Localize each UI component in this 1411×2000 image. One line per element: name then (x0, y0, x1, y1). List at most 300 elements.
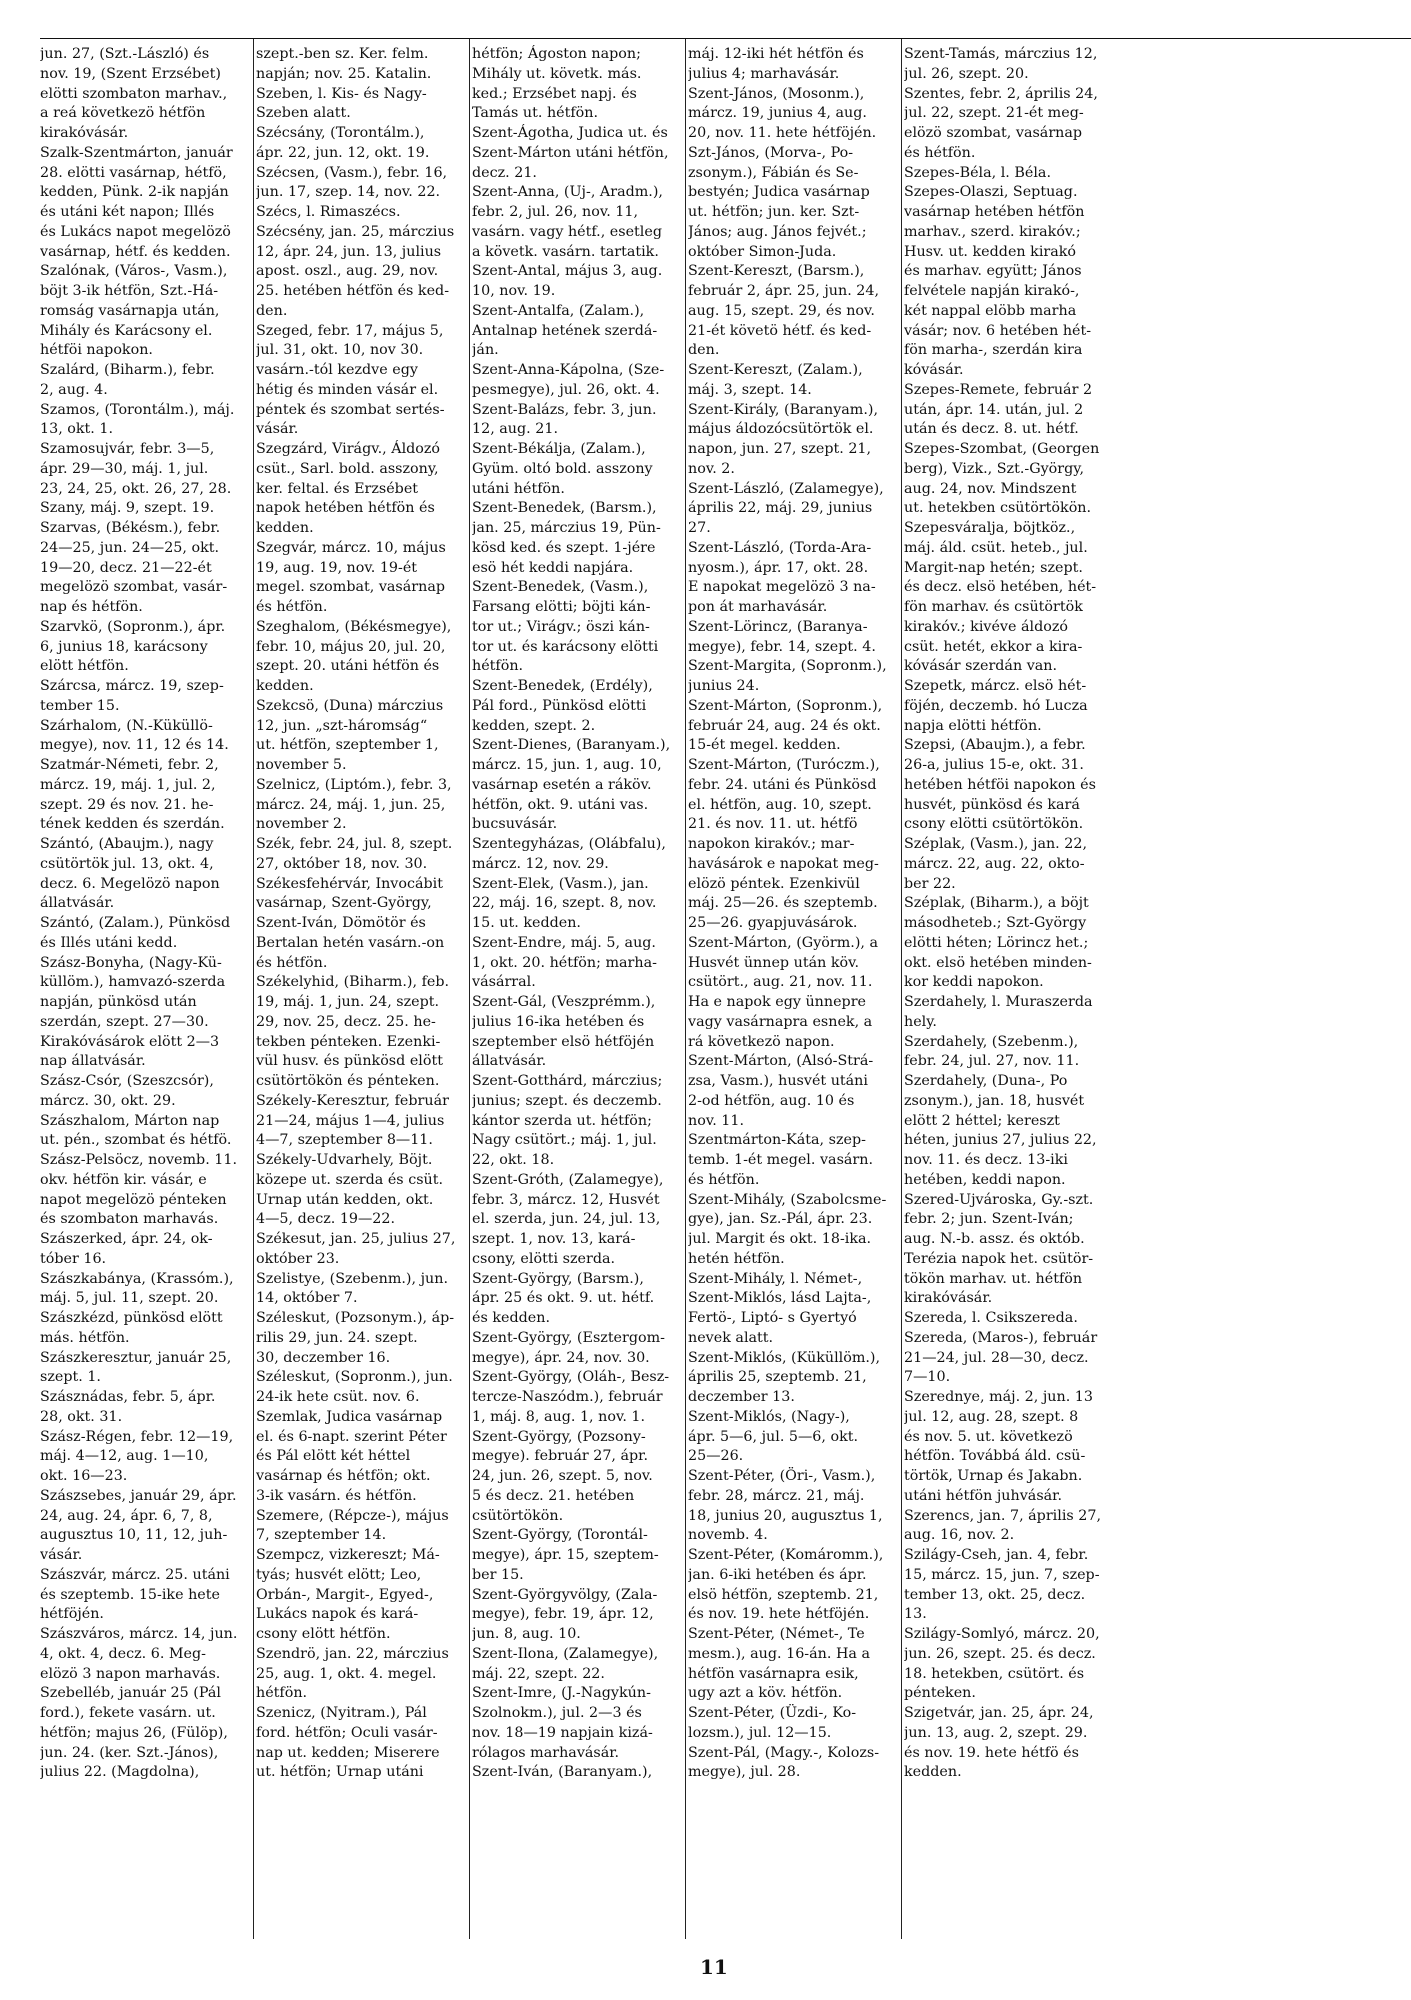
entry-line: Szászkeresztur, január 25, (40, 1349, 232, 1366)
entry-line: 25, aug. 1, okt. 4. megel. (256, 1665, 437, 1682)
entry-line: vasárnap és hétfön; okt. (256, 1468, 431, 1484)
entry-line: kirakóvásár. (904, 1290, 993, 1307)
entry-line: hétfön. (472, 658, 524, 675)
entry-line: nov. 19, (Szent Erzsébet) (40, 65, 221, 82)
entry-line: el. szerda, jun. 24, jul. 13, (472, 1211, 661, 1228)
entry-line: csütörtökön és pénteken. (256, 1073, 440, 1089)
entry-line: Nagy csütört.; máj. 1, jul. (472, 1132, 657, 1149)
entry-line: jul. 31, okt. 10, nov 30. (256, 342, 424, 359)
entry-line: Szent-György, (Esztergom- (472, 1329, 666, 1346)
entry-line: 28, okt. 31. (40, 1408, 123, 1425)
entry-line: kösd ked. és szept. 1-jére (472, 539, 656, 556)
entry-line: megel. szombat, vasárnap (256, 579, 446, 596)
entry-line: tember 13, okt. 25, decz. (904, 1586, 1086, 1603)
entry-line: Ha e napok egy ünnepre (688, 994, 867, 1010)
entry-line: Szepesváralja, böjtköz., (904, 520, 1076, 536)
entry-line: utáni hétfön. (472, 480, 565, 497)
entry-line: Szent-Péter, (Német-, Te (688, 1626, 865, 1642)
entry-line: ber 15. (472, 1566, 524, 1583)
entry-line: május áldozócsütörtök el. (688, 421, 874, 438)
entry-line: Széplak, (Biharm.), a böjt (904, 895, 1089, 912)
entry-line: Szent-Péter, (Komáromm.), (688, 1547, 884, 1563)
entry-line: máj. 22, szept. 22. (472, 1665, 605, 1682)
entry-line: és Lukács napot megelözö (40, 223, 231, 240)
entry-line: márcz. 15, jun. 1, aug. 10, (472, 757, 662, 773)
entry-line: tor ut.; Virágv.; öszi kán- (472, 618, 650, 635)
entry-line: kedden, Pünk. 2-ik napján (40, 184, 229, 201)
entry-line: Szempcz, vizkereszt; Má- (256, 1547, 440, 1563)
entry-line: Szent-Endre, máj. 5, aug. (472, 934, 656, 951)
entry-line: megye). február 27, ápr. (472, 1448, 648, 1465)
entry-line: aug. N.-b. assz. és októb. (904, 1231, 1085, 1247)
entry-line: Szeged, febr. 17, május 5, (256, 322, 444, 339)
entry-line: 19—20, decz. 21—22-ét (40, 559, 212, 576)
entry-line: Szászsebes, január 29, ápr. (40, 1487, 237, 1504)
entry-line: Szepsi, (Abaujm.), a febr. (904, 737, 1086, 754)
entry-line: kedden. (256, 520, 314, 536)
entry-line: nov. 11. (688, 1112, 745, 1129)
entry-line: tökön marhav. ut. hétfön (904, 1270, 1083, 1287)
entry-line: Szentes, febr. 2, április 24, (904, 85, 1098, 102)
entry-line: 27, október 18, nov. 30. (256, 855, 428, 872)
entry-line: fön marha-, szerdán kira (904, 342, 1083, 359)
entry-line: kirakóvásár. (40, 125, 129, 141)
entry-line: szerdán, szept. 27—30. (40, 1013, 209, 1030)
entry-line: 12, jun. „szt-háromság“ (256, 717, 428, 734)
entry-line: és nov. 19. hete hétföjén. (688, 1606, 870, 1623)
entry-line: Szent-György, (Pozsony- (472, 1428, 646, 1445)
entry-line: hétfön. (256, 1685, 308, 1702)
column-2 (256, 45, 466, 1783)
entry-line: kántor szerda ut. hétfön; (472, 1112, 652, 1129)
entry-line: nap állatvásár. (40, 1053, 146, 1070)
entry-line: csütörtök jul. 13, okt. 4, (40, 855, 214, 872)
entry-line: okt. 16—23. (40, 1468, 128, 1484)
entry-line: elsö hétfön, szeptemb. 21, (688, 1586, 879, 1603)
entry-line: Szekcsö, (Duna) márczius (256, 697, 444, 714)
entry-line: szept. 1. (40, 1369, 101, 1386)
entry-line: 15, márcz. 15, jun. 7, szep- (904, 1566, 1100, 1583)
entry-line: hétig és minden vásár el. (256, 381, 439, 398)
entry-line: hétfön, okt. 9. utáni vas. (472, 796, 649, 813)
entry-line: és hétfön. (256, 599, 328, 615)
entry-line: kóvásár. (904, 362, 964, 378)
entry-line: és Pál elött két héttel (256, 1448, 411, 1465)
entry-line: elözö szombat, vasárnap (904, 125, 1083, 141)
entry-line: Szászvár, márcz. 25. utáni (40, 1566, 230, 1583)
entry-line: Fertö-, Liptó- s Gyertyó (688, 1310, 857, 1326)
entry-line: Pál ford., Pünkösd elötti (472, 697, 647, 714)
entry-line: Szent-Antal, május 3, aug. (472, 263, 663, 280)
entry-line: 7, szeptember 14. (256, 1527, 387, 1544)
entry-line: csüt. hetét, ekkor a kira- (904, 638, 1083, 655)
entry-line: és marhav. együtt; János (904, 263, 1082, 280)
entry-line: pénteken. (904, 1685, 976, 1702)
entry-line: jun. 26, szept. 25. és decz. (904, 1645, 1096, 1662)
entry-line: szeptember elsö hétföjén (472, 1033, 655, 1050)
entry-line: Széleskut, (Pozsonym.), áp- (256, 1310, 455, 1326)
entry-line: fön marhav. és csütörtök (904, 599, 1083, 615)
entry-line: hely. (904, 1013, 937, 1030)
entry-line: Szécsány, (Torontálm.), (256, 125, 425, 141)
entry-line: 29, nov. 25, decz. 25. he- (256, 1013, 436, 1030)
entry-line: Szent-Imre, (J.-Nagykún- (472, 1685, 651, 1702)
entry-line: Szebelléb, január 25 (Pál (40, 1685, 221, 1702)
entry-line: Szent-Márton, (Alsó-Strá- (688, 1053, 874, 1070)
entry-line: Szt-János, (Morva-, Po- (688, 144, 854, 161)
entry-line: kedden, szept. 2. (472, 717, 596, 734)
entry-line: febr. 2; jun. Szent-Iván; (904, 1211, 1074, 1228)
entry-line: den. (688, 342, 720, 359)
entry-line: febr. 3, márcz. 12, Husvét (472, 1191, 660, 1208)
entry-line: Szered-Ujvároska, Gy.-szt. (904, 1191, 1094, 1208)
entry-line: és szombaton marhavás. (40, 1211, 219, 1228)
entry-line: aug. 16, nov. 2. (904, 1527, 1015, 1544)
entry-line: 28. elötti vasárnap, hétfö, (40, 164, 227, 181)
column-4 (688, 45, 898, 1783)
entry-line: napon, jun. 27, szept. 21, (688, 441, 872, 457)
entry-line: ján. (472, 342, 499, 359)
column-rule (469, 39, 470, 1939)
entry-line: elözö péntek. Ezenkivül (688, 875, 860, 892)
entry-line: 3-ik vasárn. és hétfön. (256, 1487, 417, 1504)
entry-line: aug. 15, szept. 29, és nov. (688, 302, 875, 319)
entry-line: másodheteb.; Szt-György (904, 915, 1087, 931)
entry-line: Szent-Péter, (Öri-, Vasm.), (688, 1468, 876, 1484)
entry-line: Szászhalom, Márton nap (40, 1112, 220, 1129)
entry-line: hétfön; Ágoston napon; (472, 46, 641, 62)
entry-line: csony elötti csütörtökön. (904, 816, 1084, 833)
entry-line: Szent-György, (Oláh-, Besz- (472, 1369, 670, 1386)
entry-line: den. (256, 302, 288, 319)
entry-line: Szent-Békálja, (Zalam.), (472, 441, 646, 457)
entry-line: husvét, pünkösd és kará (904, 796, 1080, 813)
entry-line: 21—24, jul. 28—30, decz. (904, 1349, 1089, 1366)
page-number: 11 (700, 1955, 728, 1979)
entry-line: tóber 16. (40, 1250, 107, 1267)
entry-line: Szarvas, (Békésm.), febr. (40, 520, 221, 536)
entry-line: jan. 25, márczius 19, Pün- (472, 520, 661, 536)
entry-line: nov. 11. és decz. 13-iki (904, 1152, 1068, 1168)
entry-line: Tamás ut. hétfön. (472, 105, 599, 122)
entry-line: márcz. 22, aug. 22, okto- (904, 855, 1085, 872)
entry-line: más. hétfön. (40, 1329, 130, 1346)
entry-line: máj. 3, szept. 14. (688, 381, 812, 398)
entry-line: Szászváros, márcz. 14, jun. (40, 1626, 238, 1642)
entry-line: Szent-Ilona, (Zalamegye), (472, 1645, 659, 1662)
entry-line: 14, október 7. (256, 1290, 358, 1307)
entry-line: ford. hétfön; Oculi vasár- (256, 1724, 438, 1741)
entry-line: 4—7, szeptember 8—11. (256, 1132, 433, 1149)
entry-line: Szent-Miklós, (Nagy-), (688, 1408, 850, 1425)
entry-line: két nappal elöbb marha (904, 302, 1077, 319)
entry-line: 12, aug. 21. (472, 421, 558, 438)
entry-line: Szalárd, (Biharm.), febr. (40, 362, 215, 378)
entry-line: november 5. (256, 757, 347, 773)
entry-line: ut. hétfön; Urnap utáni (256, 1764, 424, 1781)
entry-line: Szent-Iván, (Baranyam.), (472, 1764, 653, 1781)
entry-line: csütört., aug. 21, nov. 11. (688, 974, 873, 991)
entry-line: Szász-Csór, (Szeszcsór), (40, 1073, 214, 1089)
entry-line: vásár; nov. 6 hetében hét- (904, 322, 1092, 339)
entry-line: Szécs, l. Rimaszécs. (256, 204, 401, 220)
entry-line: Szász-Pelsöcz, novemb. 11. (40, 1152, 238, 1168)
entry-line: decz. 21. (472, 164, 537, 181)
entry-line: romság vasárnapja után, (40, 302, 220, 319)
entry-line: tének kedden és szerdán. (40, 816, 225, 833)
entry-line: Szenicz, (Nyitram.), Pál (256, 1705, 427, 1721)
entry-line: kóvásár szerdán van. (904, 658, 1058, 675)
entry-line: megye), febr. 14, szept. 4. (688, 638, 876, 655)
entry-line: márcz. 19, máj. 1, jul. 2, (40, 776, 216, 793)
entry-line: megye), nov. 11, 12 és 14. (40, 737, 229, 754)
entry-line: Szany, máj. 9, szept. 19. (40, 500, 215, 517)
entry-line: hétföjén. (40, 1606, 104, 1623)
entry-line: jul. 26, szept. 20. (904, 65, 1029, 82)
entry-line: jan. 6-iki hetében és ápr. (688, 1566, 867, 1583)
entry-line: Szerdahely, (Duna-, Po (904, 1073, 1068, 1089)
entry-line: Szigetvár, jan. 25, ápr. 24, (904, 1705, 1094, 1721)
entry-line: máj. áld. csüt. heteb., jul. (904, 539, 1088, 556)
entry-line: zsa, Vasm.), husvét utáni (688, 1073, 868, 1089)
entry-line: ber 22. (904, 875, 956, 892)
entry-line: 24, aug. 24, ápr. 6, 7, 8, (40, 1507, 213, 1524)
entry-line: csüt., Sarl. bold. asszony, (256, 460, 439, 477)
column-rule (685, 39, 686, 1939)
entry-line: Szentmárton-Káta, szep- (688, 1132, 866, 1149)
entry-line: tor ut. és karácsony elötti (472, 638, 659, 655)
entry-line: és nov. 19. hete hétfö és (904, 1744, 1079, 1761)
entry-line: küllöm.), hamvazó-szerda (40, 974, 226, 991)
entry-line: elözö 3 napon marhavás. (40, 1665, 221, 1682)
entry-line: Husv. ut. kedden kirakó (904, 243, 1077, 260)
entry-line: febr. 28, márcz. 21, máj. (688, 1487, 865, 1504)
entry-line: Szécsény, jan. 25, márczius (256, 223, 455, 240)
entry-line: vasárnap, hétf. és kedden. (40, 243, 231, 260)
entry-line: vasárnap hetében hétfön (904, 204, 1085, 220)
entry-line: Szent-Gál, (Veszprémm.), (472, 994, 656, 1010)
entry-line: Szék, febr. 24, jul. 8, szept. (256, 836, 453, 852)
entry-line: kedden. (256, 678, 314, 694)
entry-line: Szántó, (Zalam.), Pünkösd (40, 915, 231, 931)
entry-line: febr. 24, jul. 27, nov. 11. (904, 1053, 1080, 1070)
entry-line: E napokat megelözö 3 na- (688, 579, 876, 596)
entry-line: tember 15. (40, 697, 120, 714)
entry-line: Orbán-, Margit-, Egyed-, (256, 1586, 434, 1603)
entry-line: vasárnap esetén a ráköv. (472, 776, 652, 793)
entry-line: 26-a, julius 15-e, okt. 31. (904, 757, 1084, 773)
entry-line: 5 és decz. 21. hetében (472, 1487, 635, 1504)
entry-line: 21. és nov. 11. ut. hétfö (688, 816, 858, 833)
entry-line: hetében, keddi napon. (904, 1171, 1066, 1188)
entry-line: és hétfön. (904, 144, 976, 161)
entry-line: február 2, ápr. 25, jun. 24, (688, 283, 880, 299)
entry-line: Szásznádas, febr. 5, ápr. (40, 1389, 216, 1405)
entry-line: Szolnokm.), jul. 2—3 és (472, 1705, 642, 1721)
entry-line: és decz. elsö hetében, hét- (904, 579, 1097, 596)
entry-line: Szepetk, márcz. elsö hét- (904, 678, 1087, 694)
entry-line: április 22, máj. 29, junius (688, 500, 873, 517)
entry-line: ut. pén., szombat és hétfö. (40, 1132, 232, 1149)
entry-line: rilis 29, jun. 24. szept. (256, 1329, 418, 1346)
column-rule (901, 39, 902, 1939)
entry-line: Szamosujvár, febr. 3—5, (40, 441, 215, 457)
entry-line: szept. 29 és nov. 21. he- (40, 796, 214, 813)
entry-line: Széleskut, (Sopronm.), jun. (256, 1369, 453, 1386)
entry-line: Szilágy-Somlyó, márcz. 20, (904, 1626, 1100, 1642)
entry-line: ker. feltal. és Erzsébet (256, 480, 419, 497)
entry-line: junius 24. (688, 678, 760, 694)
entry-line: Szerednye, máj. 2, jun. 13 (904, 1389, 1093, 1405)
entry-line: jun. 17, szep. 14, nov. 22. (256, 184, 441, 201)
entry-line: ford.), fekete vasárn. ut. (40, 1705, 216, 1721)
entry-line: 2, aug. 4. (40, 381, 108, 398)
entry-line: Szegvár, márcz. 10, május (256, 539, 446, 556)
entry-line: Szent-Lörincz, (Baranya- (688, 618, 868, 635)
entry-line: Szilágy-Cseh, jan. 4, febr. (904, 1547, 1089, 1563)
entry-line: a reá következö hétfön (40, 105, 206, 122)
entry-line: márcz. 24, máj. 1, jun. 25, (256, 796, 446, 813)
entry-line: Szent-Elek, (Vasm.), jan. (472, 875, 649, 892)
entry-line: elött 2 héttel; kereszt (904, 1112, 1060, 1129)
entry-line: Szent-Györgyvölgy, (Zala- (472, 1586, 658, 1603)
entry-line: elötti szombaton marhav., (40, 85, 228, 102)
entry-line: Kirakóvásárok elött 2—3 (40, 1033, 220, 1050)
entry-line: Szászerked, ápr. 24, ok- (40, 1231, 213, 1247)
entry-line: jun. 13, aug. 2, szept. 29. (904, 1724, 1088, 1741)
entry-line: Székely-Udvarhely, Böjt. (256, 1152, 433, 1168)
entry-line: julius 4; marhavásár. (688, 65, 840, 82)
entry-line: vül husv. és pünkösd elött (256, 1053, 443, 1070)
entry-line: közepe ut. szerda és csüt. (256, 1171, 444, 1188)
entry-line: a követk. vasárn. tartatik. (472, 243, 659, 260)
entry-line: 13. (904, 1606, 927, 1623)
entry-line: Szent-Márton, (Turóczm.), (688, 757, 880, 773)
entry-line: 1, okt. 20. hétfön; marha- (472, 954, 657, 971)
entry-line: ápr. 22, jun. 12, okt. 19. (256, 144, 430, 161)
entry-line: Szent-Péter, (Üzdi-, Ko- (688, 1705, 857, 1721)
entry-line: 2-od hétfön, aug. 10 és (688, 1092, 855, 1109)
entry-line: Szent-László, (Zalamegye), (688, 480, 884, 497)
entry-line: nov. 18—19 napjain kizá- (472, 1724, 653, 1741)
entry-line: Gyüm. oltó bold. asszony (472, 460, 653, 477)
entry-line: lozsm.), jul. 12—15. (688, 1724, 832, 1741)
entry-line: Szent-Tamás, márczius 12, (904, 46, 1098, 62)
entry-line: Szent-Miklós, lásd Lajta-, (688, 1290, 872, 1307)
entry-line: deczember 13. (688, 1389, 795, 1405)
entry-line: Antalnap hetének szerdá- (472, 322, 658, 339)
entry-line: Szent-Kereszt, (Zalam.), (688, 362, 863, 378)
entry-line: Szász-Bonyha, (Nagy-Kü- (40, 954, 222, 971)
entry-line: apost. oszl., aug. 29, nov. (256, 263, 439, 280)
entry-line: pesmegye), jul. 26, okt. 4. (472, 381, 660, 398)
entry-line: Szereda, (Maros-), február (904, 1329, 1098, 1346)
entry-line: jul. 22, szept. 21-ét meg- (904, 105, 1084, 122)
entry-line: megye), ápr. 24, nov. 30. (472, 1349, 650, 1366)
entry-line: és nov. 5. ut. következö (904, 1428, 1073, 1445)
entry-line: és hétfön. (256, 954, 328, 971)
entry-line: 19, máj. 1, jun. 24, szept. (256, 994, 440, 1010)
entry-line: elötti héten; Lörincz het.; (904, 934, 1089, 951)
entry-line: Szent-Márton utáni hétfön, (472, 144, 669, 161)
entry-line: nov. 2. (688, 460, 735, 477)
entry-line: julius 16-ika hetében és (472, 1013, 645, 1030)
entry-line: máj. 5, jul. 11, szept. 20. (40, 1290, 219, 1307)
entry-line: el. hétfön, aug. 10, szept. (688, 796, 872, 813)
entry-line: szept.-ben sz. Ker. felm. (256, 46, 429, 62)
entry-line: Szemere, (Répcze-), május (256, 1507, 449, 1524)
entry-line: Szelnicz, (Liptóm.), febr. 3, (256, 776, 452, 793)
entry-line: Szepes-Szombat, (Georgen (904, 441, 1100, 457)
entry-line: mesm.), aug. 16-án. Ha a (688, 1645, 870, 1662)
entry-line: Szárhalom, (N.-Küküllö- (40, 717, 213, 734)
entry-line: jul. 12, aug. 28, szept. 8 (904, 1408, 1079, 1425)
entry-line: Szelistye, (Szebenm.), jun. (256, 1270, 448, 1287)
entry-line: október 23. (256, 1250, 340, 1267)
entry-line: Szent-Kereszt, (Barsm.), (688, 263, 865, 280)
entry-line: Szent-Márton, (Györm.), a (688, 934, 879, 951)
entry-line: 10, nov. 19. (472, 283, 556, 299)
entry-line: julius 22. (Magdolna), (40, 1764, 200, 1781)
entry-line: Szent-Mihály, (Szabolcsme- (688, 1191, 887, 1208)
entry-line: Szeben alatt. (256, 105, 351, 122)
entry-line: jun. 8, aug. 10. (472, 1626, 581, 1642)
entry-line: vasárn. vagy hétf., esetleg (472, 223, 662, 240)
entry-line: junius; szept. és deczemb. (472, 1092, 662, 1109)
entry-line: Szalónak, (Város-, Vasm.), (40, 263, 228, 280)
entry-line: kedden. (904, 1764, 962, 1781)
entry-line: 27. (688, 520, 711, 536)
entry-line: Szent-György, (Barsm.), (472, 1270, 644, 1287)
entry-line: febr. 2, jul. 26, nov. 11, (472, 204, 639, 220)
entry-line: Szerencs, jan. 7, április 27, (904, 1507, 1102, 1524)
entry-line: 12, ápr. 24, jun. 13, julius (256, 243, 442, 260)
entry-line: máj. 25—26. és szeptemb. (688, 895, 878, 912)
entry-line: Szász-Régen, febr. 12—19, (40, 1428, 234, 1445)
entry-line: 15. ut. kedden. (472, 915, 581, 931)
entry-line: állatvásár. (40, 895, 115, 912)
entry-line: 21—24, május 1—4, julius (256, 1112, 445, 1129)
entry-line: pon át marhavásár. (688, 599, 828, 615)
entry-line: ápr. 5—6, jul. 5—6, okt. (688, 1428, 859, 1445)
entry-line: 18, junius 20, augusztus 1, (688, 1507, 883, 1524)
entry-line: 25—26. (688, 1448, 744, 1465)
entry-line: állatvásár. (472, 1053, 547, 1070)
entry-line: hetében hétföi napokon és (904, 776, 1096, 793)
entry-line: Szent-Antalfa, (Zalam.), (472, 302, 645, 319)
entry-line: 20, nov. 11. hete hétföjén. (688, 125, 877, 141)
entry-line: kor keddi napokon. (904, 974, 1044, 991)
entry-line: és Illés utáni kedd. (40, 934, 178, 951)
entry-line: Szent-Margita, (Sopronm.), (688, 658, 887, 675)
entry-line: havásárok e napokat meg- (688, 855, 879, 872)
entry-line: febr. 10, május 20, jul. 20, (256, 638, 446, 655)
entry-line: 22, máj. 16, szept. 8, nov. (472, 895, 657, 912)
entry-line: tercze-Naszódm.), február (472, 1389, 663, 1405)
entry-line: Szeben, l. Kis- és Nagy- (256, 85, 427, 102)
entry-line: október Simon-Juda. (688, 243, 837, 260)
entry-line: hétfön; majus 26, (Fülöp), (40, 1724, 228, 1741)
entry-line: ut. hétfön, szeptember 1, (256, 737, 439, 754)
entry-line: Szent-Pál, (Magy.-, Kolozs- (688, 1744, 880, 1761)
entry-line: vasárn.-tól kezdve egy (256, 362, 418, 378)
entry-line: Szegzárd, Virágv., Áldozó (256, 441, 441, 457)
entry-line: 6, junius 18, karácsony (40, 638, 208, 655)
entry-line: ugy azt a köv. hétfön. (688, 1685, 843, 1702)
entry-line: Szatmár-Németi, febr. 2, (40, 757, 219, 773)
entry-line: megye), jul. 28. (688, 1764, 801, 1781)
entry-line: Szent-János, (Mosonm.), (688, 85, 865, 102)
